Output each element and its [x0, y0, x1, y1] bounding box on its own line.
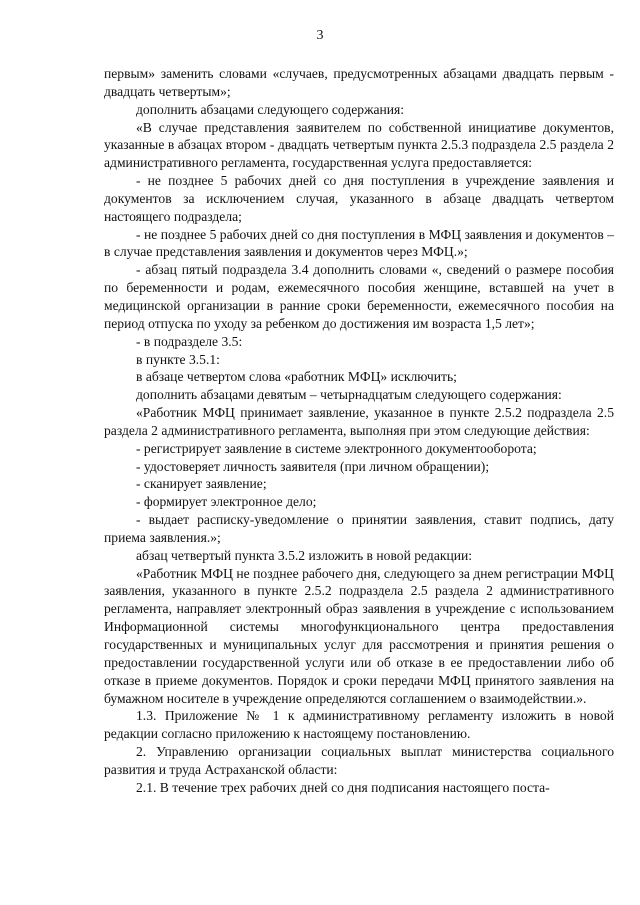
- document-body: [104, 65, 614, 797]
- paragraph: «Работник МФЦ не позднее рабочего дня, следующего за днем регистрации МФЦ заявления, указанного в пункте 2.5.2 подраздела 2.5 раздела 2 административного регламента, направляет электронный образ заявления в учреждение с использованием Информационной системы многофункционального центра предоставления государственных и муниципальных услуг для рассмотрения и принятия решения о предоставлении государственной услуги или об отказе в ее предоставлении либо об отказе в приеме документов. Порядок и сроки передачи МФЦ принятого заявления на бумажном носителе в учреждение определяются соглашением о взаимодействии.».: [104, 565, 614, 706]
- paragraph: абзац четвертый пункта 3.5.2 изложить в новой редакции:: [136, 547, 473, 563]
- paragraph: - абзац пятый подраздела 3.4 дополнить словами «, сведений о размере пособия по беременности и родам, ежемесячного пособия женщине, вставшей на учет в медицинской организации в ранние сроки беременности, ежемесячного пособия на период отпуска по уходу за ребенком до достижения им возраста 1,5 лет»;: [104, 262, 614, 331]
- paragraph: - не позднее 5 рабочих дней со дня поступления в МФЦ заявления и документов – в случае представления заявления и документов через МФЦ.»;: [104, 226, 614, 260]
- paragraph: 2. Управлению организации социальных выплат министерства социального развития и труда Астраханской области:: [104, 744, 614, 777]
- page-number: 3: [316, 28, 324, 43]
- paragraph: дополнить абзацами следующего содержания:: [136, 101, 405, 117]
- paragraph: - в подразделе 3.5:: [136, 333, 243, 349]
- paragraph: - удостоверяет личность заявителя (при личном обращении);: [136, 458, 490, 474]
- paragraph: - выдает расписку-уведомление о принятии заявления, ставит подпись, дату приема заявления.»;: [104, 512, 614, 545]
- paragraph: - регистрирует заявление в системе электронного документооборота;: [136, 440, 537, 456]
- paragraph: в пункте 3.5.1:: [136, 351, 220, 367]
- paragraph: «Работник МФЦ принимает заявление, указанное в пункте 2.5.2 подраздела 2.5 раздела 2 административного регламента, выполняя при этом следующие действия:: [104, 405, 614, 438]
- paragraph: «В случае представления заявителем по собственной инициативе документов, указанные в абзацах втором - двадцать четвертым пункта 2.5.3 подраздела 2.5 раздела 2 административного регламента, государственная услуга предоставляется:: [104, 119, 614, 171]
- paragraph: - не позднее 5 рабочих дней со дня поступления в учреждение заявления и документов за исключением случая, указанного в абзаце двадцать четвертом настоящего подраздела;: [104, 173, 614, 224]
- paragraph: первым» заменить словами «случаев, предусмотренных абзацами двадцать первым - двадцать четвертым»;: [104, 66, 614, 99]
- paragraph: - формирует электронное дело;: [136, 494, 317, 510]
- paragraph: 1.3. Приложение № 1 к административному регламенту изложить в новой редакции согласно приложению к настоящему постановлению.: [104, 708, 614, 742]
- paragraph: 2.1. В течение трех рабочих дней со дня подписания настоящего поста-: [136, 779, 550, 795]
- paragraph: - сканирует заявление;: [136, 476, 267, 492]
- paragraph: дополнить абзацами девятым – четырнадцатым следующего содержания:: [136, 387, 562, 403]
- paragraph: в абзаце четвертом слова «работник МФЦ» исключить;: [136, 369, 457, 385]
